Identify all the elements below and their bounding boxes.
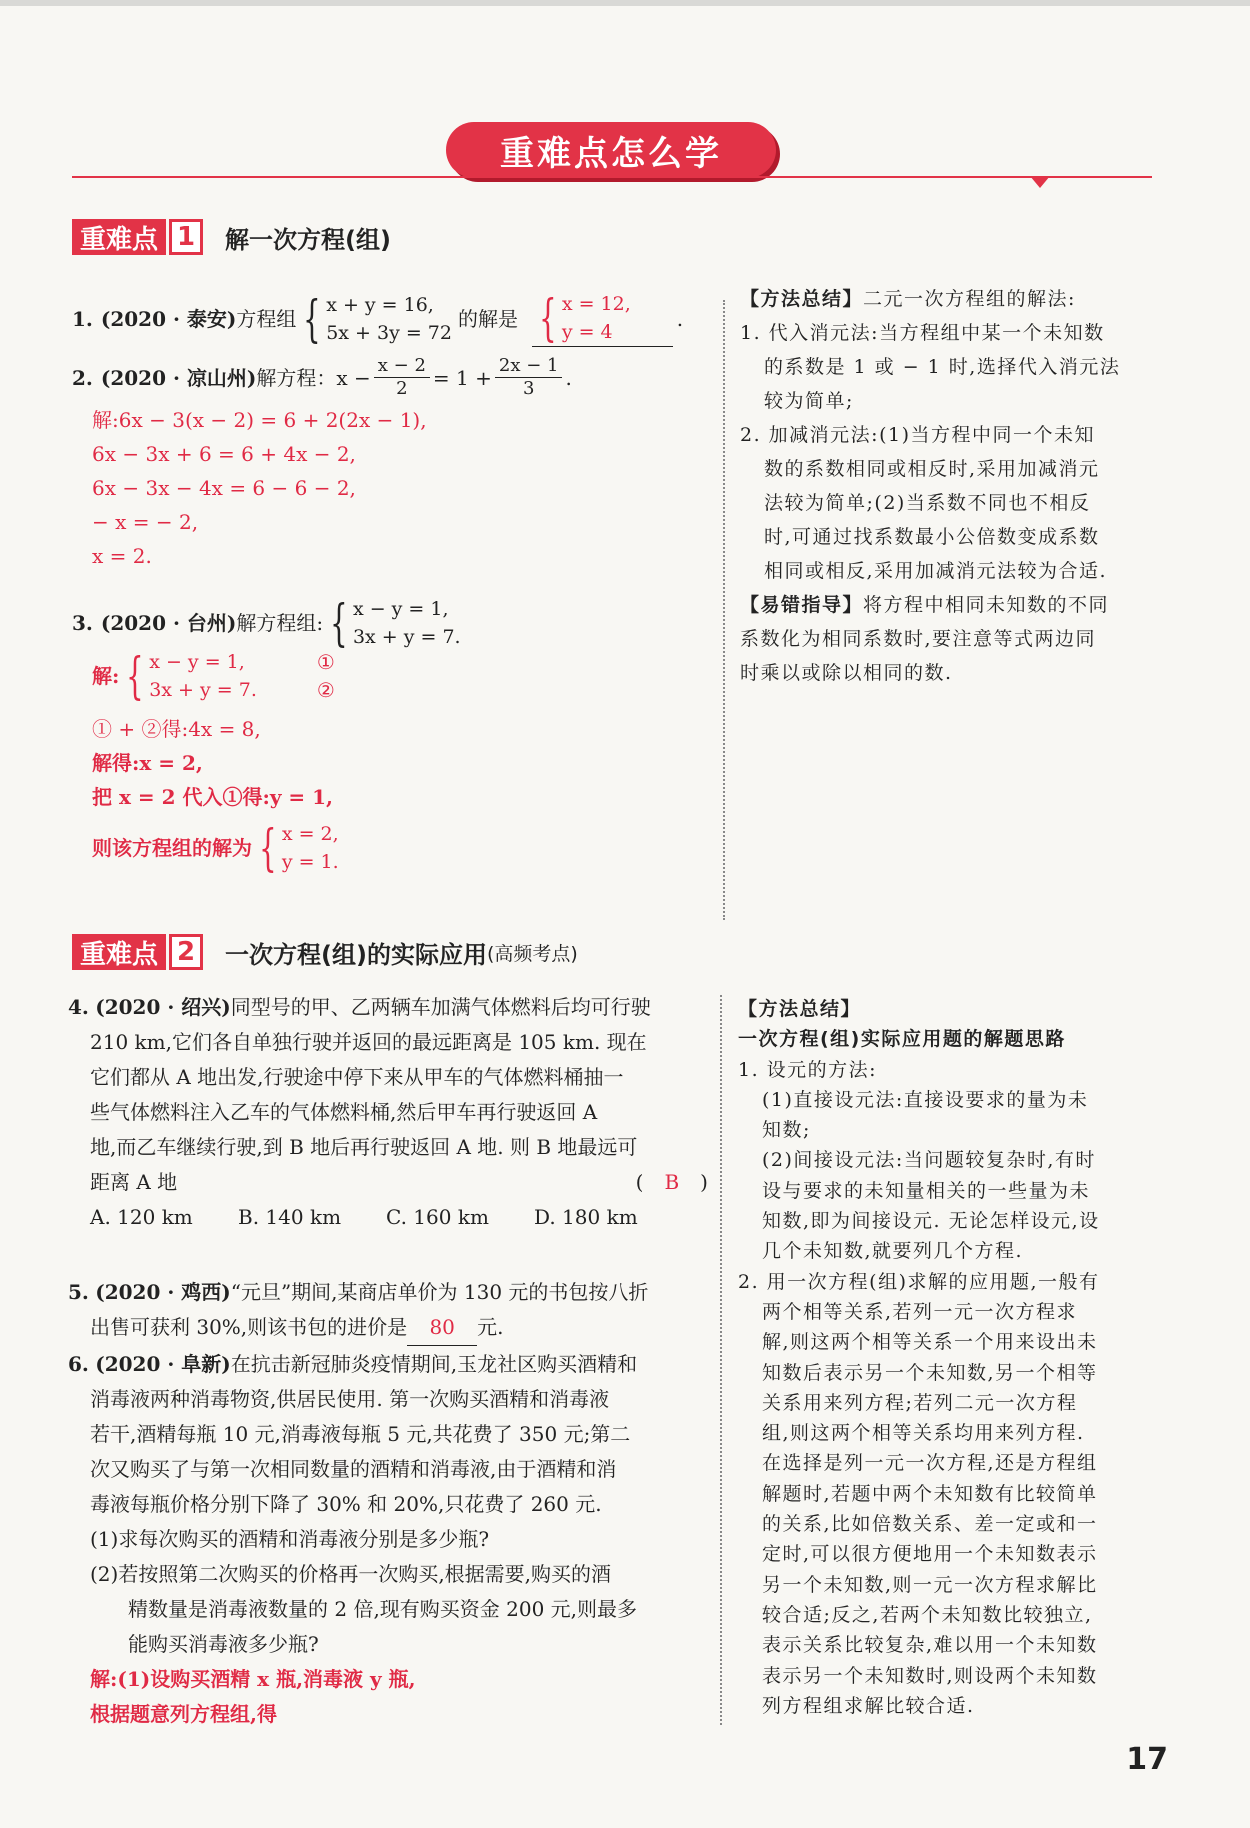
summary-line: 2. 加减消元法:(1)当方程中同一个未知 <box>740 424 1095 446</box>
question-line: 距离 A 地 <box>90 1170 178 1194</box>
question-source: (2020 · 鸡西) <box>95 1280 231 1304</box>
page-number: 17 <box>1126 1742 1168 1777</box>
brace-icon: { <box>259 819 277 877</box>
warning-line: 系数化为相同系数时,要注意等式两边同 <box>740 628 1097 650</box>
brace-icon: { <box>539 289 557 347</box>
summary-title: 【方法总结】 <box>738 998 862 1020</box>
summary-line: 1. 代入消元法:当方程组中某一个未知数 <box>740 322 1105 344</box>
warning-line: 时乘以或除以相同的数. <box>740 662 953 684</box>
question-text: = 1 + <box>432 365 492 390</box>
answer-line: y = 4 <box>561 321 613 343</box>
summary-line: 知数,即为间接设元. 无论怎样设元,设 <box>762 1210 1100 1233</box>
summary-title: 【方法总结】 <box>740 288 864 310</box>
page-title: 重难点怎么学 <box>446 122 776 178</box>
question-line: 些气体燃料注入乙车的气体燃料桶,然后甲车再行驶返回 A <box>90 1100 598 1124</box>
summary-line: 知数后表示另一个未知数,另一个相等 <box>762 1361 1098 1384</box>
numerator: x − 2 <box>374 355 430 378</box>
summary-line: 在选择是列一元一次方程,还是方程组 <box>762 1452 1098 1475</box>
question-text: 解方程组: <box>236 611 324 635</box>
solution-line: x = 2. <box>92 544 152 568</box>
section-note: (高频考点) <box>486 942 578 965</box>
summary-line: 较为简单; <box>764 390 854 412</box>
equation: x + y = 16, <box>326 293 434 316</box>
sub-question: 能购买消毒液多少瓶? <box>128 1632 319 1656</box>
solution-3-final <box>92 820 339 876</box>
equation: x = 2, <box>281 823 339 845</box>
equation: x − y = 1, <box>352 598 449 620</box>
summary-line: 法较为简单;(2)当系数不同也不相反 <box>764 492 1091 514</box>
question-line: 210 km,它们各自单独行驶并返回的最远距离是 105 km. 现在 <box>90 1030 647 1054</box>
summary-line: 2. 用一次方程(组)求解的应用题,一般有 <box>738 1270 1100 1293</box>
summary-line: 两个相等关系,若列一元一次方程求 <box>762 1300 1078 1323</box>
equation-system <box>296 291 452 347</box>
header-notch-icon <box>1030 176 1050 188</box>
section-label: 重难点 <box>72 934 166 970</box>
summary-line: 知数; <box>762 1119 811 1142</box>
question-source: (2020 · 泰安) <box>100 306 237 331</box>
question-text: 方程组 <box>236 306 297 331</box>
section-title-text: 一次方程(组)的实际应用 <box>225 940 487 969</box>
sub-question: (1)求每次购买的酒精和消毒液分别是多少瓶? <box>90 1527 490 1551</box>
brace-icon: { <box>330 594 348 652</box>
question-number: 2. <box>72 365 93 390</box>
question-3 <box>72 595 461 651</box>
solution-line: − x = − 2, <box>92 510 199 534</box>
answer-blank <box>532 290 673 347</box>
summary-line: 的关系,比如倍数关系、差一定或和一 <box>762 1513 1098 1536</box>
question-number: 1. <box>72 306 93 331</box>
question-1 <box>72 290 683 347</box>
question-line: 毒液每瓶价格分别下降了 30% 和 20%,只花费了 260 元. <box>90 1492 602 1516</box>
equation: 5x + 3y = 72 <box>326 321 452 344</box>
fraction <box>495 355 563 400</box>
section-title: 解一次方程(组) <box>225 225 391 254</box>
answer-blank: 80 <box>407 1310 477 1346</box>
equation: y = 1. <box>281 851 339 873</box>
question-6 <box>68 1312 708 1732</box>
solution-line: 把 x = 2 代入①得:y = 1, <box>92 785 334 809</box>
summary-line: 1. 设元的方法: <box>738 1058 878 1081</box>
answer-choice: B <box>664 1170 680 1194</box>
brace-icon: { <box>126 647 145 705</box>
equation-system <box>252 820 339 876</box>
solution-line: ① + ②得:4x = 8, <box>92 717 261 741</box>
denominator: 3 <box>522 378 535 399</box>
sub-question: 精数量是消毒液数量的 2 倍,现有购买资金 200 元,则最多 <box>128 1597 638 1621</box>
brace-icon: { <box>303 289 322 348</box>
equation-mark: ② <box>316 678 335 702</box>
summary-line: 组,则这两个相等关系均用来列方程. <box>762 1422 1085 1445</box>
summary-line: 设与要求的未知量相关的一些量为未 <box>762 1179 1091 1202</box>
warning-title: 【易错指导】 <box>740 594 864 616</box>
section-title <box>225 934 578 970</box>
column-divider <box>723 300 725 920</box>
denominator: 2 <box>396 378 408 399</box>
solution-line: 根据题意列方程组,得 <box>90 1702 277 1726</box>
question-2 <box>72 355 572 400</box>
solution-3-system <box>92 648 335 704</box>
summary-line: 另一个未知数,则一元一次方程求解比 <box>762 1573 1098 1596</box>
column-divider <box>720 995 722 1725</box>
summary-line: 的系数是 1 或 − 1 时,选择代入消元法 <box>764 356 1121 378</box>
solution-line: 解:6x − 3(x − 2) = 6 + 2(2x − 1), <box>92 408 427 432</box>
section-2-heading <box>72 934 578 970</box>
summary-line: 几个未知数,就要列几个方程. <box>762 1240 1024 1263</box>
question-number: 6. <box>68 1352 89 1376</box>
question-line: 次又购买了与第一次相同数量的酒精和消毒液,由于酒精和消 <box>90 1457 617 1481</box>
solution-line: 6x − 3x − 4x = 6 − 6 − 2, <box>92 476 356 500</box>
summary-intro: 二元一次方程组的解法: <box>863 288 1076 310</box>
numerator: 2x − 1 <box>495 355 563 378</box>
header-divider <box>72 176 1152 178</box>
section-number: 2 <box>169 934 203 970</box>
question-line: 元. <box>477 1315 504 1339</box>
equation: x − y = 1, <box>149 651 245 673</box>
solution-2 <box>92 403 427 573</box>
equation-system <box>323 595 460 651</box>
question-line: 地,而乙车继续行驶,到 B 地后再行驶返回 A 地. 则 B 地最远可 <box>90 1135 638 1159</box>
method-summary-1 <box>740 282 1160 690</box>
punctuation: . <box>565 365 572 390</box>
solution-text: 则该方程组的解为 <box>92 836 252 860</box>
summary-line: 相同或相反,采用加减消元法较为合适. <box>764 560 1108 582</box>
summary-line: 解题时,若题中两个未知数有比较简单 <box>762 1482 1098 1505</box>
summary-line: 较合适;反之,若两个未知数比较独立, <box>762 1603 1093 1626</box>
question-source: (2020 · 阜新) <box>95 1352 231 1376</box>
method-summary-2 <box>738 994 1158 1721</box>
summary-line: (2)间接设元法:当问题较复杂时,有时 <box>762 1149 1096 1172</box>
summary-line: 表示另一个未知数时,则设两个未知数 <box>762 1664 1098 1687</box>
summary-line: 关系用来列方程;若列二元一次方程 <box>762 1391 1078 1414</box>
equation: 3x + y = 7. <box>149 679 257 701</box>
summary-line: 定时,可以很方便地用一个未知数表示 <box>762 1543 1098 1566</box>
solution-line: 解得:x = 2, <box>92 751 203 775</box>
solution-3-steps <box>92 712 333 814</box>
question-line: 若干,酒精每瓶 10 元,消毒液每瓶 5 元,共花费了 350 元;第二 <box>90 1422 631 1446</box>
punctuation: . <box>676 306 684 331</box>
answer-line: x = 12, <box>561 293 631 315</box>
top-edge <box>0 0 1250 6</box>
question-number: 5. <box>68 1280 89 1304</box>
question-source: (2020 · 绍兴) <box>95 995 231 1019</box>
question-line: 出售可获利 30%,则该书包的进价是 <box>90 1315 408 1339</box>
sub-question: (2)若按照第二次购买的价格再一次购买,根据需要,购买的酒 <box>90 1562 612 1586</box>
section-number: 1 <box>169 219 203 255</box>
question-number: 3. <box>72 611 93 635</box>
summary-line: 时,可通过找系数最小公倍数变成系数 <box>764 526 1100 548</box>
answer-bracket: ( B ) <box>636 1165 708 1200</box>
summary-line: 数的系数相同或相反时,采用加减消元 <box>764 458 1100 480</box>
question-number: 4. <box>68 995 89 1019</box>
fraction <box>374 355 430 400</box>
question-line: 同型号的甲、乙两辆车加满气体燃料后均可行驶 <box>230 995 651 1019</box>
options <box>68 1200 708 1235</box>
option: D. 180 km <box>534 1205 638 1229</box>
summary-line: 解,则这两个相等关系一个用来设出未 <box>762 1331 1098 1354</box>
warning-line: 将方程中相同未知数的不同 <box>863 594 1110 616</box>
question-4 <box>68 990 708 1235</box>
question-text: 的解是 <box>458 306 518 331</box>
equation: 3x + y = 7. <box>352 626 461 648</box>
question-text: 解方程：x − <box>256 365 371 390</box>
equation-mark: ① <box>316 650 335 674</box>
option: C. 160 km <box>386 1205 489 1229</box>
equation-system <box>119 648 256 704</box>
question-line: 它们都从 A 地出发,行驶途中停下来从甲车的气体燃料桶抽一 <box>90 1065 624 1089</box>
solution-line: 6x − 3x + 6 = 6 + 4x − 2, <box>92 442 356 466</box>
question-source: (2020 · 台州) <box>100 611 237 635</box>
section-label: 重难点 <box>72 219 166 255</box>
solution-line: 解:(1)设购买酒精 x 瓶,消毒液 y 瓶, <box>90 1667 416 1691</box>
summary-subtitle: 一次方程(组)实际应用题的解题思路 <box>738 1028 1066 1051</box>
question-line: “元旦”期间,某商店单价为 130 元的书包按八折 <box>230 1280 649 1304</box>
summary-line: 列方程组求解比较合适. <box>762 1694 975 1717</box>
summary-line: 表示关系比较复杂,难以用一个未知数 <box>762 1634 1098 1657</box>
question-source: (2020 · 凉山州) <box>100 365 257 390</box>
summary-line: (1)直接设元法:直接设要求的量为未 <box>762 1088 1089 1111</box>
solution-prefix: 解: <box>92 664 120 688</box>
question-line: 消毒液两种消毒物资,供居民使用. 第一次购买酒精和消毒液 <box>90 1387 610 1411</box>
option: B. 140 km <box>238 1205 342 1229</box>
question-line: 在抗击新冠肺炎疫情期间,玉龙社区购买酒精和 <box>230 1352 638 1376</box>
section-1-heading <box>72 219 391 255</box>
option: A. 120 km <box>90 1205 193 1229</box>
